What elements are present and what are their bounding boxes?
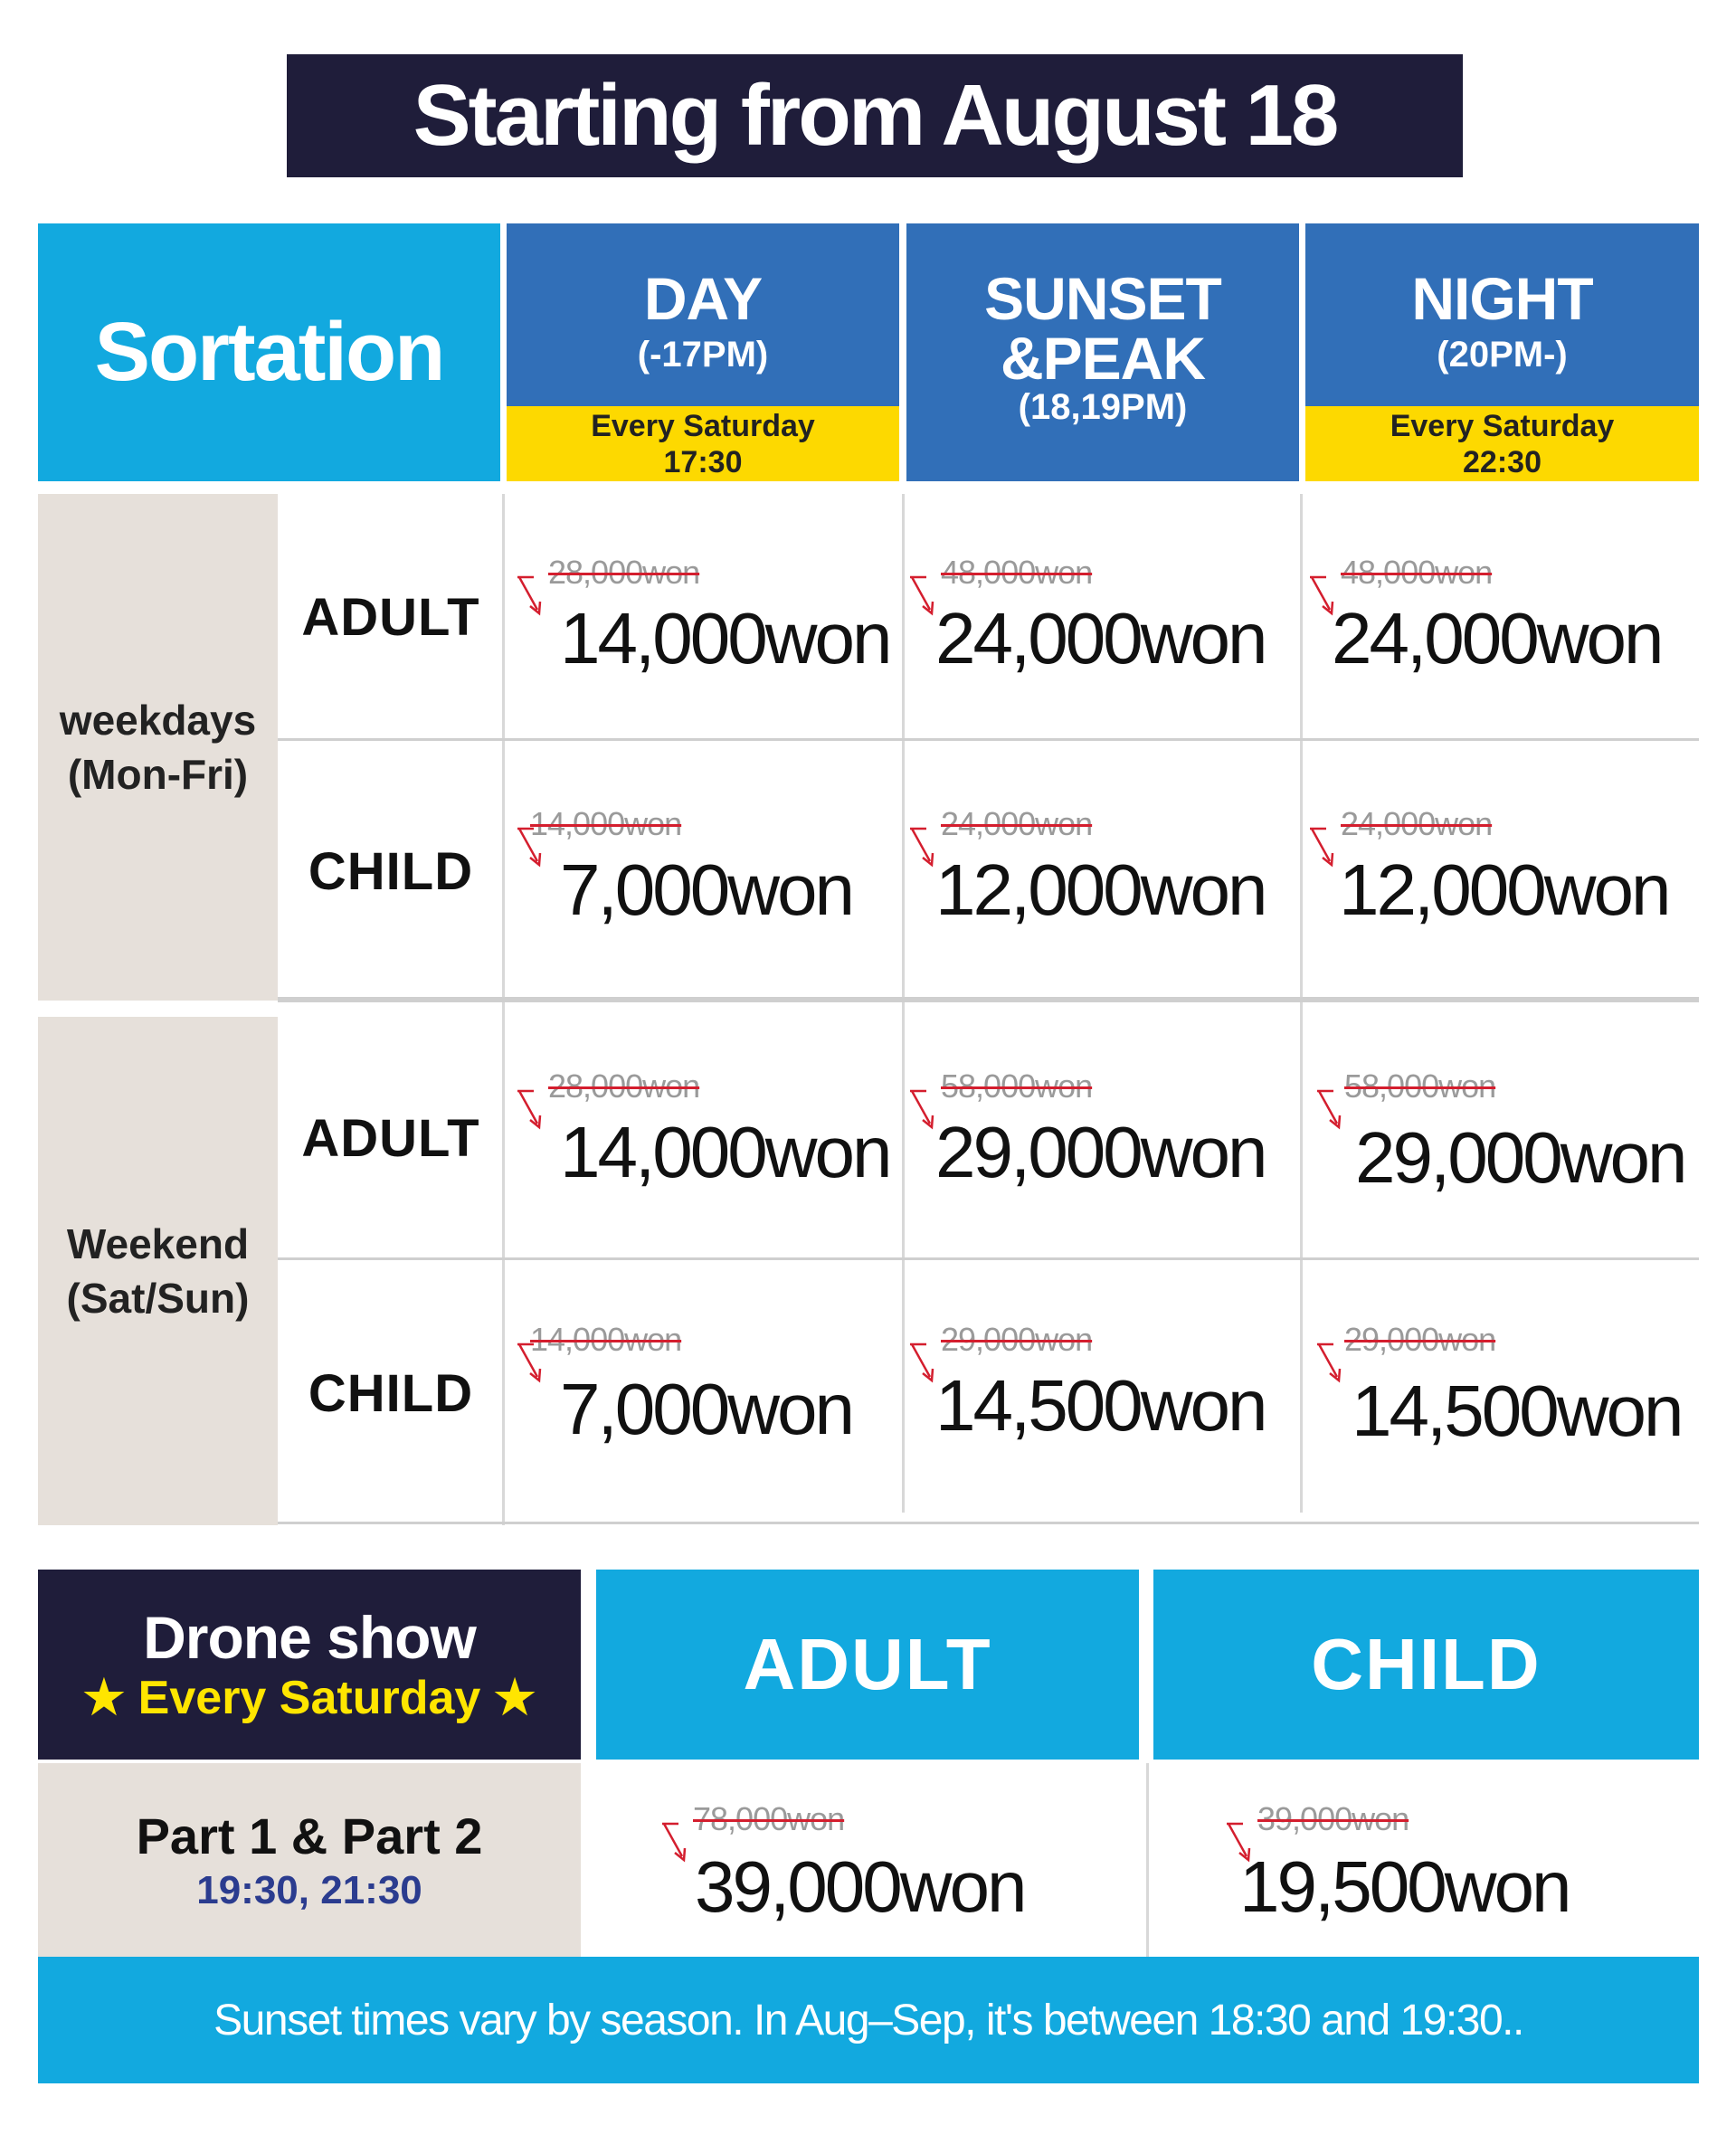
title-banner: [287, 54, 1463, 177]
discount-arrow-icon: [908, 574, 937, 617]
drone-show-header: [38, 1570, 581, 1760]
weekdays-label: weekdays (Mon-Fri): [59, 697, 257, 798]
discount-arrow-icon: [908, 825, 937, 868]
night-time: (20PM-): [1437, 335, 1568, 375]
discounted-price: 12,000won: [935, 849, 1266, 930]
drone-child-header: [1153, 1570, 1699, 1760]
drone-show-schedule: ★ Every Saturday ★: [82, 1672, 536, 1724]
original-price: 29,000won: [941, 1321, 1093, 1358]
drone-parts-cell: [38, 1763, 581, 1957]
weekday-child-label: [278, 742, 504, 1001]
original-price: 58,000won: [941, 1067, 1093, 1105]
weekdays-group: [38, 494, 278, 1001]
drone-parts-times: 19:30, 21:30: [196, 1868, 422, 1912]
discounted-price: 14,000won: [560, 598, 890, 678]
weekend-group: [38, 1017, 278, 1525]
discounted-price: 7,000won: [560, 849, 852, 930]
original-price: 78,000won: [693, 1800, 845, 1837]
child-label: CHILD: [308, 841, 474, 901]
night-column-header: [1305, 223, 1699, 481]
price-cell: [905, 805, 1299, 932]
night-saturday-line1: Every Saturday: [1390, 408, 1615, 443]
sortation-header: [38, 223, 500, 481]
day-saturday-line1: Every Saturday: [591, 408, 815, 443]
grid-divider: [278, 1522, 1699, 1524]
discount-arrow-icon: [516, 1087, 545, 1131]
grid-divider: [278, 1257, 1699, 1260]
original-price: 24,000won: [1341, 805, 1493, 842]
original-price: 14,000won: [530, 805, 682, 842]
adult-label: ADULT: [301, 1108, 480, 1168]
sunset-label-line1: SUNSET: [984, 265, 1221, 332]
weekday-adult-label: [278, 494, 504, 740]
weekend-child-label: [278, 1261, 504, 1525]
discounted-price: 24,000won: [1332, 598, 1662, 678]
original-price: 48,000won: [941, 554, 1093, 591]
grid-divider: [278, 738, 1699, 741]
price-cell: [905, 554, 1299, 680]
day-time: (-17PM): [637, 335, 769, 375]
price-cell: [512, 805, 901, 932]
discounted-price: 14,500won: [935, 1365, 1266, 1446]
discount-arrow-icon: [660, 1820, 689, 1864]
original-price: 28,000won: [548, 554, 700, 591]
day-column-header: [507, 223, 899, 481]
page-title: Starting from August 18: [413, 67, 1337, 164]
grid-divider: [1146, 1763, 1149, 1957]
sunset-note-footer: [38, 1957, 1699, 2083]
weekend-label: Weekend (Sat/Sun): [66, 1220, 250, 1322]
sunset-column-header: [906, 223, 1299, 481]
price-cell: [905, 1067, 1299, 1194]
discounted-price: 7,000won: [560, 1369, 852, 1449]
sortation-label: Sortation: [94, 306, 444, 398]
price-cell: [1304, 805, 1699, 932]
price-cell: [1304, 1321, 1699, 1456]
weekend-adult-label: [278, 1017, 504, 1259]
price-cell: [512, 1321, 901, 1447]
drone-adult-price-cell: [657, 1800, 1136, 1936]
night-label: NIGHT: [1411, 265, 1593, 332]
discounted-price: 29,000won: [935, 1112, 1266, 1192]
day-saturday-line2: 17:30: [663, 444, 743, 479]
drone-adult-label: ADULT: [743, 1624, 992, 1704]
discount-arrow-icon: [1315, 1087, 1344, 1131]
original-price: 28,000won: [548, 1067, 700, 1105]
night-saturday-note: [1305, 406, 1699, 481]
discounted-price: 39,000won: [695, 1846, 1025, 1927]
price-cell: [1304, 554, 1699, 680]
price-cell: [512, 554, 901, 680]
discount-arrow-icon: [908, 1341, 937, 1384]
original-price: 29,000won: [1344, 1321, 1496, 1358]
drone-child-label: CHILD: [1311, 1624, 1542, 1704]
day-saturday-note: [507, 406, 899, 481]
original-price: 58,000won: [1344, 1067, 1496, 1105]
original-price: 48,000won: [1341, 554, 1493, 591]
discount-arrow-icon: [908, 1087, 937, 1131]
discounted-price: 14,500won: [1352, 1371, 1682, 1451]
night-saturday-line2: 22:30: [1463, 444, 1542, 479]
sunset-note: Sunset times vary by season. In Aug–Sep, it's between 18:30 and 19:30..: [213, 1996, 1523, 2044]
grid-divider: [1300, 494, 1303, 1513]
discounted-price: 24,000won: [935, 598, 1266, 678]
original-price: 39,000won: [1257, 1800, 1409, 1837]
discounted-price: 19,500won: [1239, 1846, 1570, 1927]
price-cell: [1304, 1067, 1699, 1203]
price-cell: [512, 1067, 901, 1194]
drone-show-title: Drone show: [143, 1604, 476, 1671]
sunset-time: (18,19PM): [1018, 387, 1188, 427]
discount-arrow-icon: [1315, 1341, 1344, 1384]
price-cell: [905, 1321, 1299, 1447]
sunset-label-line2: &PEAK: [1000, 325, 1206, 392]
drone-parts-label: Part 1 & Part 2: [136, 1807, 483, 1864]
section-divider: [278, 997, 1699, 1002]
discounted-price: 29,000won: [1355, 1117, 1685, 1198]
drone-adult-header: [596, 1570, 1139, 1760]
discounted-price: 12,000won: [1339, 849, 1669, 930]
discounted-price: 14,000won: [560, 1112, 890, 1192]
grid-divider: [502, 494, 505, 1525]
original-price: 24,000won: [941, 805, 1093, 842]
child-label: CHILD: [308, 1363, 474, 1423]
adult-label: ADULT: [301, 587, 480, 647]
discount-arrow-icon: [516, 574, 545, 617]
discount-arrow-icon: [1308, 825, 1337, 868]
original-price: 14,000won: [530, 1321, 682, 1358]
day-label: DAY: [643, 265, 763, 332]
drone-child-price-cell: [1221, 1800, 1692, 1936]
